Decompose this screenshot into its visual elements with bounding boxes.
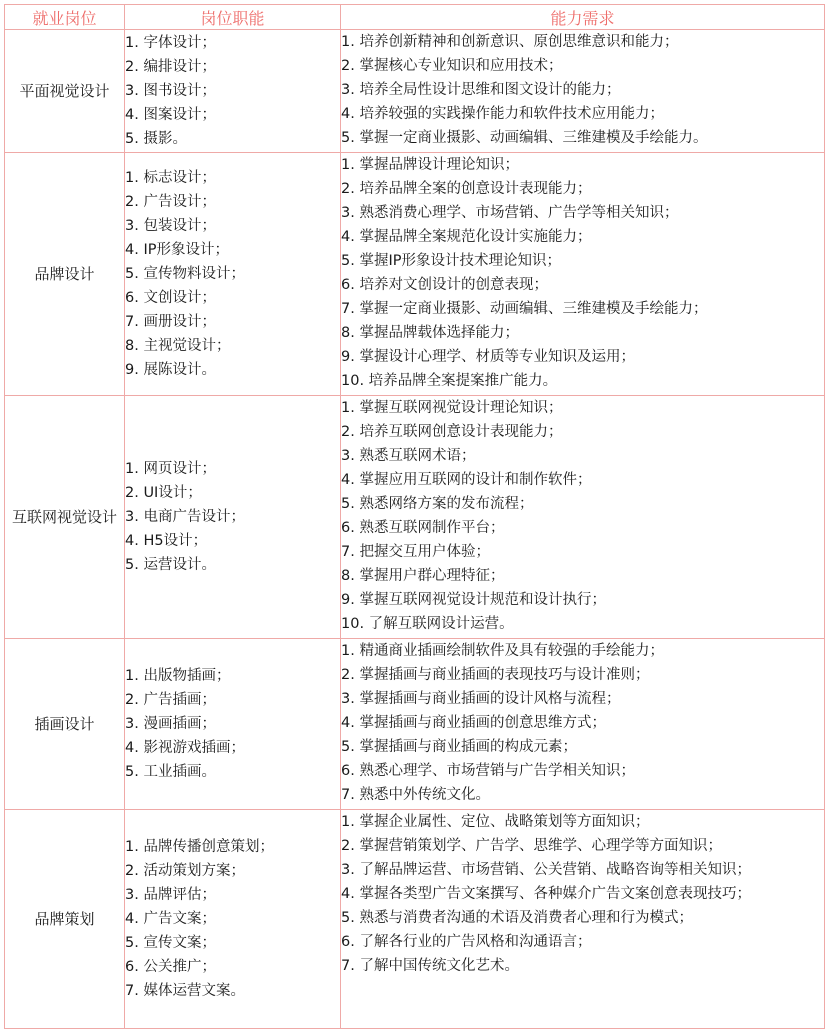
requirement-item: 6. 熟悉互联网制作平台； [341, 520, 505, 536]
duties-cell [125, 396, 341, 639]
requirement-item: 7. 掌握一定商业摄影、动画编辑、三维建模及手绘能力； [341, 301, 708, 317]
requirement-item: 3. 熟悉消费心理学、市场营销、广告学等相关知识； [341, 205, 679, 221]
duty-item: 4. 图案设计； [125, 107, 216, 123]
table-header [5, 5, 825, 30]
table-row [5, 153, 825, 396]
duty-item: 4. 广告文案； [125, 911, 216, 927]
requirement-item: 5. 熟悉与消费者沟通的术语及消费者心理和行为模式； [341, 910, 693, 926]
requirement-item: 4. 掌握插画与商业插画的创意思维方式； [341, 715, 606, 731]
duty-item: 3. 品牌评估； [125, 887, 216, 903]
duty-item: 5. 运营设计。 [125, 557, 216, 573]
requirement-item: 9. 掌握设计心理学、材质等专业知识及运用； [341, 349, 635, 365]
requirement-item: 5. 掌握IP形象设计技术理论知识； [341, 253, 561, 269]
duty-item: 9. 展陈设计。 [125, 362, 216, 378]
duty-item: 1. 品牌传播创意策划； [125, 839, 274, 855]
duty-item: 2. 广告设计； [125, 194, 216, 210]
duty-item: 1. 字体设计； [125, 35, 216, 51]
requirements-cell [341, 153, 825, 396]
requirement-item: 3. 培养全局性设计思维和图文设计的能力； [341, 82, 621, 98]
requirement-item: 5. 熟悉网络方案的发布流程； [341, 496, 534, 512]
requirement-item: 4. 掌握品牌全案规范化设计实施能力； [341, 229, 592, 245]
duties-cell [125, 153, 341, 396]
role-cell: 平面视觉设计 [5, 30, 125, 153]
requirement-item: 3. 熟悉互联网术语； [341, 448, 476, 464]
requirement-item: 5. 掌握一定商业摄影、动画编辑、三维建模及手绘能力。 [341, 130, 708, 146]
header-requirements: 能力需求 [341, 5, 825, 30]
requirement-item: 7. 熟悉中外传统文化。 [341, 787, 490, 803]
role-cell: 品牌设计 [5, 153, 125, 396]
role-cell: 品牌策划 [5, 810, 125, 1029]
requirement-item: 1. 培养创新精神和创新意识、原创思维意识和能力； [341, 34, 679, 50]
duty-item: 2. 编排设计； [125, 59, 216, 75]
requirement-item: 2. 掌握插画与商业插画的表现技巧与设计准则； [341, 667, 650, 683]
requirement-item: 5. 掌握插画与商业插画的构成元素； [341, 739, 577, 755]
role-cell: 互联网视觉设计 [5, 396, 125, 639]
requirement-item: 9. 掌握互联网视觉设计规范和设计执行； [341, 592, 606, 608]
requirement-item: 6. 培养对文创设计的创意表现； [341, 277, 548, 293]
requirement-item: 1. 掌握品牌设计理论知识； [341, 157, 519, 173]
duty-item: 3. 图书设计； [125, 83, 216, 99]
requirement-item: 8. 掌握品牌载体选择能力； [341, 325, 519, 341]
requirement-item: 2. 培养互联网创意设计表现能力； [341, 424, 563, 440]
duties-cell [125, 810, 341, 1029]
header-row [5, 5, 825, 30]
requirement-item: 3. 掌握插画与商业插画的设计风格与流程； [341, 691, 621, 707]
requirement-item: 10. 了解互联网设计运营。 [341, 616, 514, 632]
requirement-item: 7. 把握交互用户体验； [341, 544, 490, 560]
duty-item: 2. UI设计； [125, 485, 202, 501]
duty-item: 6. 文创设计； [125, 290, 216, 306]
requirement-item: 1. 掌握互联网视觉设计理论知识； [341, 400, 563, 416]
requirement-item: 8. 掌握用户群心理特征； [341, 568, 505, 584]
role-cell: 插画设计 [5, 639, 125, 810]
duty-item: 1. 标志设计； [125, 170, 216, 186]
table-row [5, 810, 825, 1029]
job-skills-table [4, 4, 825, 1029]
duty-item: 5. 宣传文案； [125, 935, 216, 951]
requirements-cell [341, 30, 825, 153]
duty-item: 3. 电商广告设计； [125, 509, 245, 525]
duty-item: 6. 公关推广； [125, 959, 216, 975]
requirement-item: 2. 掌握核心专业知识和应用技术； [341, 58, 563, 74]
requirement-item: 4. 培养较强的实践操作能力和软件技术应用能力； [341, 106, 664, 122]
duty-item: 5. 工业插画。 [125, 764, 216, 780]
table-body [5, 30, 825, 1029]
table-row [5, 396, 825, 639]
requirements-cell [341, 396, 825, 639]
duties-cell [125, 639, 341, 810]
requirement-item: 3. 了解品牌运营、市场营销、公关营销、战略咨询等相关知识； [341, 862, 751, 878]
requirement-item: 4. 掌握各类型广告文案撰写、各种媒介广告文案创意表现技巧； [341, 886, 751, 902]
duty-item: 2. 广告插画； [125, 692, 216, 708]
header-duties: 岗位职能 [125, 5, 341, 30]
requirement-item: 2. 掌握营销策划学、广告学、思维学、心理学等方面知识； [341, 838, 722, 854]
duty-item: 4. IP形象设计； [125, 242, 229, 258]
duty-item: 3. 包装设计； [125, 218, 216, 234]
duty-item: 4. H5设计； [125, 533, 208, 549]
duty-item: 3. 漫画插画； [125, 716, 216, 732]
duty-item: 5. 摄影。 [125, 131, 187, 147]
requirement-item: 2. 培养品牌全案的创意设计表现能力； [341, 181, 592, 197]
duty-item: 7. 媒体运营文案。 [125, 983, 245, 999]
duty-item: 2. 活动策划方案； [125, 863, 245, 879]
duty-item: 1. 出版物插画； [125, 668, 231, 684]
duty-item: 8. 主视觉设计； [125, 338, 231, 354]
table-row [5, 30, 825, 153]
requirement-item: 6. 了解各行业的广告风格和沟通语言； [341, 934, 592, 950]
duty-item: 1. 网页设计； [125, 461, 216, 477]
duty-item: 5. 宣传物料设计； [125, 266, 245, 282]
requirement-item: 1. 掌握企业属性、定位、战略策划等方面知识； [341, 814, 650, 830]
requirement-item: 1. 精通商业插画绘制软件及具有较强的手绘能力； [341, 643, 664, 659]
table-row [5, 639, 825, 810]
duties-cell [125, 30, 341, 153]
requirement-item: 4. 掌握应用互联网的设计和制作软件； [341, 472, 592, 488]
duty-item: 4. 影视游戏插画； [125, 740, 245, 756]
requirements-cell [341, 810, 825, 1029]
requirement-item: 6. 熟悉心理学、市场营销与广告学相关知识； [341, 763, 635, 779]
requirement-item: 10. 培养品牌全案提案推广能力。 [341, 373, 558, 389]
requirement-item: 7. 了解中国传统文化艺术。 [341, 958, 519, 974]
header-role: 就业岗位 [5, 5, 125, 30]
duty-item: 7. 画册设计； [125, 314, 216, 330]
requirements-cell [341, 639, 825, 810]
